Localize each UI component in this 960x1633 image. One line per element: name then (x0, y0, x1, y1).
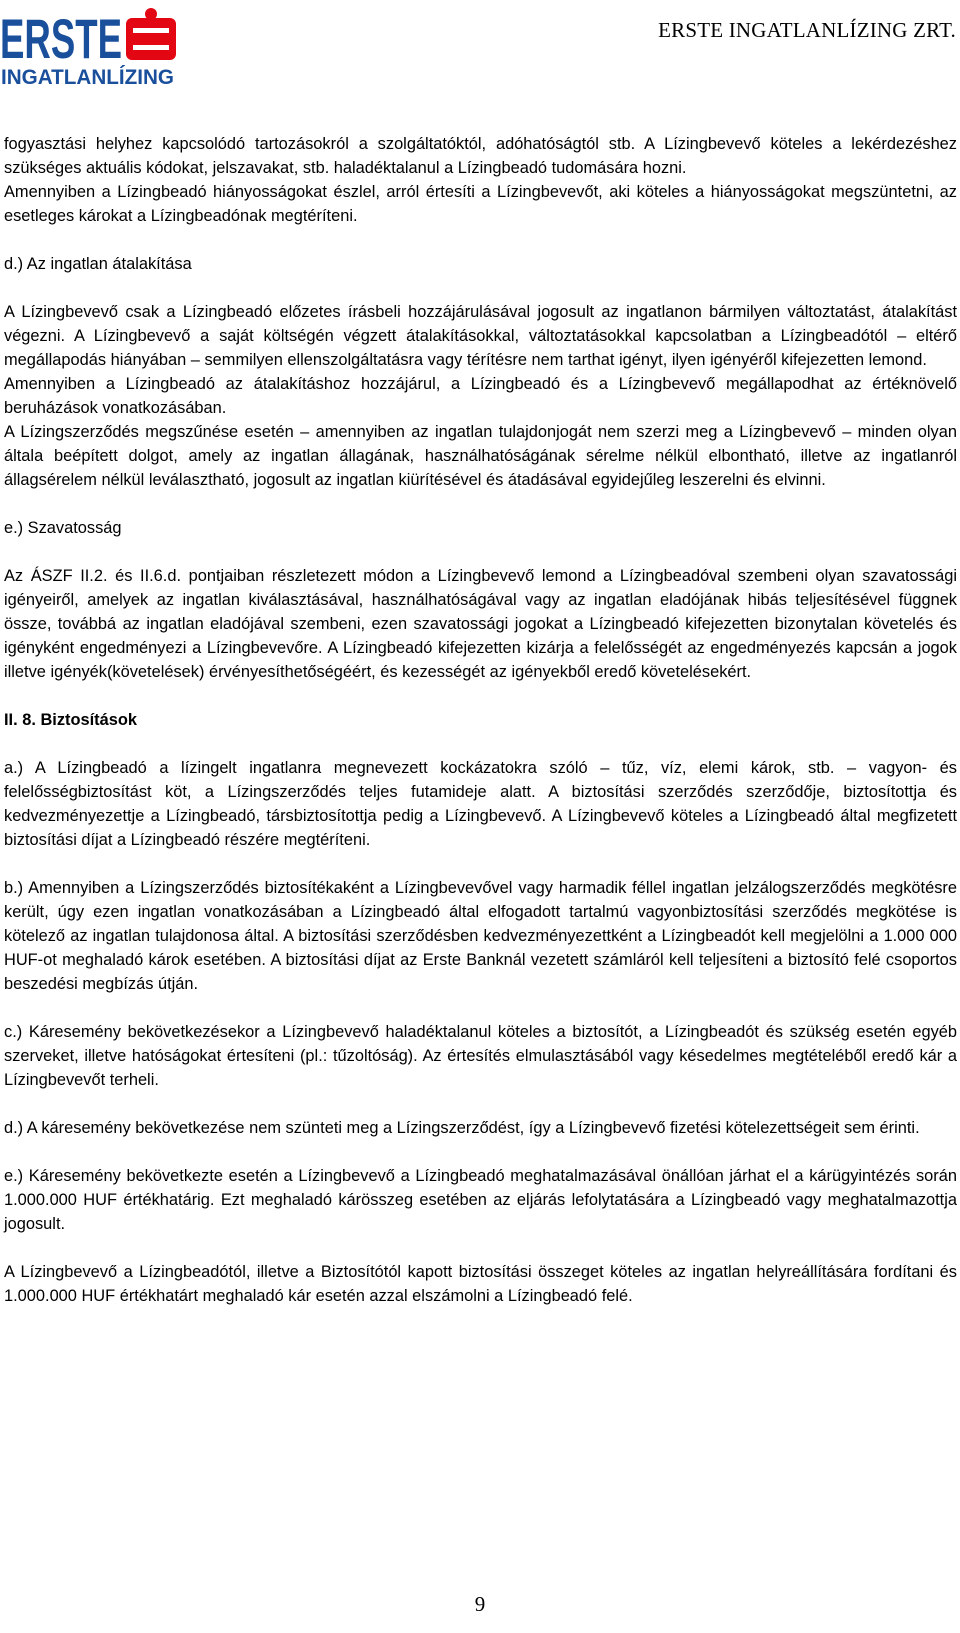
paragraph-insurance-a: a.) A Lízingbeadó a lízingelt ingatlanra megnevezett kockázatokra szóló – tűz, víz, elemi károk, stb. – vagyon- és felelősségbiztosítást köt, a Lízingszerződés teljes futamideje alatt. A biztosítási szerződés szerződője, biztosítottja és kedvezményezettje a Lízingbeadó, társbiztosítottja pedig a Lízingbevevő. A Lízingbevevő köteles a Lízingbeadó által megfizetett biztosítási díjat a Lízingbeadó részére megtéríteni. (4, 759, 957, 849)
logo-brand-text: ERSTE (0, 7, 122, 70)
paragraph-insurance-restoration: A Lízingbevevő a Lízingbeadótól, illetve a Biztosítótól kapott biztosítási összeget köteles az ingatlan helyreállítására fordítani és 1.000.000 HUF értékhatárt meghaladó kár esetén azzal elszámolni a Lízingbeadó felé. (4, 1263, 957, 1305)
section-heading-conversion: d.) Az ingatlan átalakítása (4, 255, 192, 273)
section-heading-insurance: II. 8. Biztosítások (4, 711, 137, 729)
section-heading-warranty: e.) Szavatosság (4, 519, 122, 537)
paragraph-insurance-e: e.) Káresemény bekövetkezte esetén a Lízingbevevő a Lízingbeadó meghatalmazásával önállóan járhat el a kárügyintézés során 1.000.000 HUF értékhatárig. Ezt meghaladó kárösszeg esetében az eljárás lefolytatására a Lízingbeadó vagy meghatalmazottja jogosult. (4, 1167, 957, 1233)
erste-s-symbol (126, 8, 176, 60)
page-number: 9 (474, 1592, 486, 1616)
paragraph-conversion-agreement: Amennyiben a Lízingbeadó az átalakításhoz hozzájárul, a Lízingbeadó és a Lízingbevevő megállapodhat az értéknövelő beruházások vonatkozásában. (4, 375, 957, 417)
paragraph-insurance-d: d.) A káresemény bekövetkezése nem szünteti meg a Lízingszerződést, így a Lízingbevevő fizetési kötelezettségeit sem érinti. (4, 1119, 920, 1137)
document-body (4, 132, 957, 1308)
paragraph-insurance-b: b.) Amennyiben a Lízingszerződés biztosítékaként a Lízingbevevővel vagy harmadik féllel ingatlan jelzálogszerződés megkötésre került, úgy ezen ingatlan vonatkozásában a Lízingbeadó által elfogadott tartalmú vagyonbiztosítási szerződés megkötése is kötelező az ingatlan tulajdonosa által. A biztosítási szerződésben kedvezményezettként a Lízingbeadót kell megjelölni a 1.000 000 HUF-ot meghaladó károk esetében. A biztosítási díjat az Erste Banknál vezetett számláról kell teljesíteni a biztosító felé csoportos beszedési megbízás útján. (4, 879, 957, 993)
paragraph-insurance-c: c.) Káresemény bekövetkezésekor a Lízingbevevő haladéktalanul köteles a biztosítót, a Lízingbeadót és szükség esetén egyéb szerveket, illetve hatóságokat értesíteni (pl.: tűzoltóság). Az értesítés elmulasztásából vagy késedelmes megtételéből eredő kár a Lízingbevevőt terheli. (4, 1023, 957, 1089)
paragraph-contract-termination: A Lízingszerződés megszűnése esetén – amennyiben az ingatlan tulajdonjogát nem szerzi meg a Lízingbevevő – minden olyan általa beépített dolgot, amely az ingatlan állagának, használhatóságának sérelme nélkül elbontható, illetve az ingatlanról állagsérelem nélkül leválasztható, jogosult az ingatlan kiürítésével és átadásával egyidejűleg leszerelni és elvinni. (4, 423, 957, 489)
paragraph-warranty: Az ÁSZF II.2. és II.6.d. pontjaiban részletezett módon a Lízingbevevő lemond a Lízingbeadóval szembeni olyan szavatossági igényeiről, amelyek az ingatlan kiválasztásával, használhatóságával vagy az ingatlan eladójának hibás teljesítésével függnek össze, továbbá az ingatlan eladójával szembeni, ezen szavatossági jogokat a Lízingbeadó kifejezetten bizonytalan követelés és igényként engedményezi a Lízingbevevőre. A Lízingbeadó kifejezetten kizárja a felelősségét az engedményezés kapcsán a jogok illetve igényék(követelések) érvényesíthetőségéért, és kezességét az igényekből eredő követelésekért. (4, 567, 957, 681)
logo-subtitle-text: INGATLANLÍZING (1, 66, 174, 89)
paragraph-conversion-consent: A Lízingbevevő csak a Lízingbeadó előzetes írásbeli hozzájárulásával jogosult az ingatlanon bármilyen változtatást, átalakítást végezni. A Lízingbevevő a saját költségén végzett átalakításokkal, változtatásokkal kapcsolatban a Lízingbeadótól – eltérő megállapodás hiányában – semmilyen ellenszolgáltatásra vagy térítésre nem tarthat igényt, ilyen igényéről kifejezetten lemond. (4, 303, 957, 369)
paragraph-data-access: fogyasztási helyhez kapcsolódó tartozásokról a szolgáltatóktól, adóhatóságtól stb. A Lízingbevevő köteles a lekérdezéshez szükséges aktuális kódokat, jelszavakat, stb. haladéktalanul a Lízingbeadó tudomására hozni. (4, 135, 957, 177)
erste-logo (0, 6, 190, 92)
header-company-name: ERSTE INGATLANLÍZING ZRT. (658, 18, 956, 42)
paragraph-deficiencies: Amennyiben a Lízingbeadó hiányosságokat észlel, arról értesíti a Lízingbevevőt, aki köteles a hiányosságokat megszüntetni, az esetleges károkat a Lízingbeadónak megtéríteni. (4, 183, 957, 225)
